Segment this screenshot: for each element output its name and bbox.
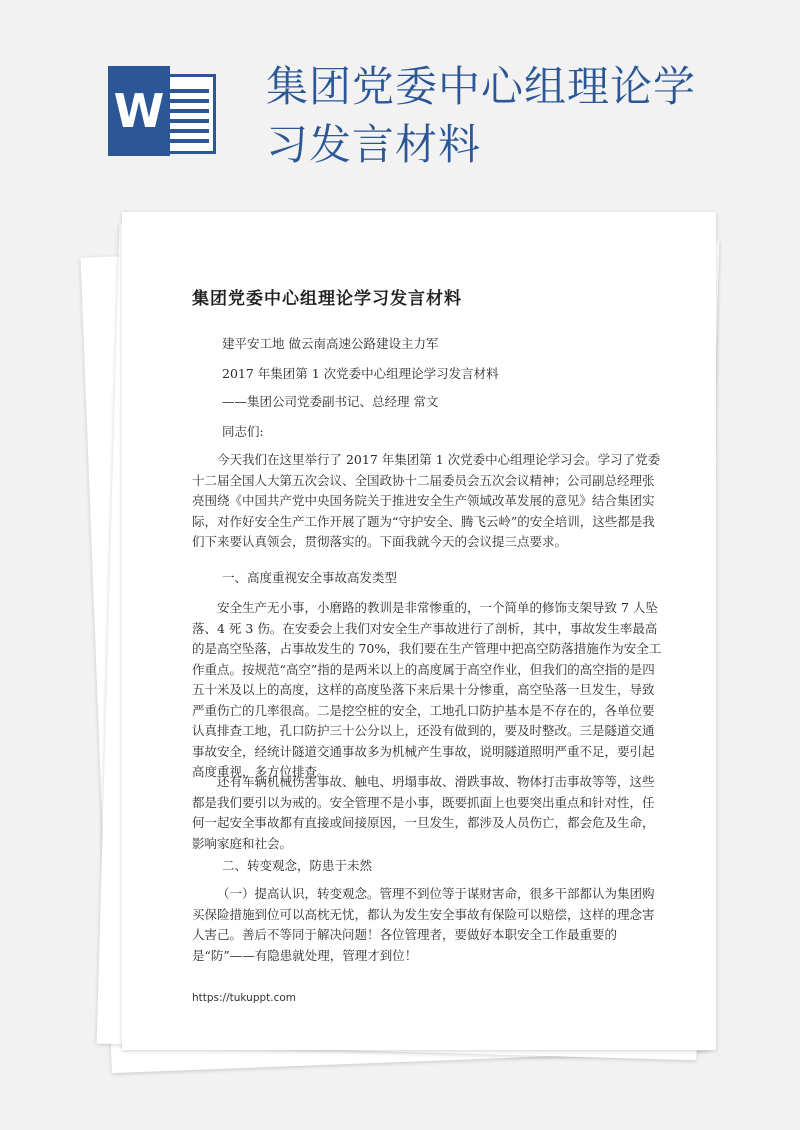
word-document-icon	[108, 66, 220, 156]
header	[0, 0, 800, 200]
document-content	[122, 212, 716, 1050]
section-heading-1: 一、高度重视安全事故高发类型	[222, 570, 398, 585]
subtitle-line: 建平安工地 做云南高速公路建设主力军	[222, 336, 439, 351]
paragraph-section-2: （一）提高认识，转变观念。管理不到位等于谋财害命，很多干部都认为集团购买保险措施到位可以高枕无忧，都认为发生安全事故有保险可以赔偿，这样的理念害人害己。善后不等同于解决问题！各位管理者，要做好本职安全工作最重要的是“防”——有隐患就处理，管理才到位！	[192, 886, 655, 963]
document-page	[122, 212, 716, 1050]
meeting-line: 2017 年集团第 1 次党委中心组理论学习发言材料	[222, 366, 499, 381]
salutation: 同志们:	[222, 424, 264, 439]
paragraph-other-accidents: 还有车辆机械伤害事故、触电、坍塌事故、滑跌事故、物体打击事故等等，这些都是我们要引以为戒的。安全管理不是小事，既要抓面上也要突出重点和针对性，任何一起安全事故都有直接或间接原因，一旦发生，都涉及人员伤亡，都会危及生命，影响家庭和社会。	[192, 774, 655, 851]
document-title: 集团党委中心组理论学习发言材料	[192, 289, 462, 309]
paragraph-section-1: 安全生产无小事，小磨路的教训是非常惨重的，一个简单的修饰支架导致 7 人坠落、4 死 3 伤。在安委会上我们对安全生产事故进行了剖析，其中，事故发生率最高的是高空坠落，占事故发生的 70%，我们要在生产管理中把高空防落措施作为安全工作重点。按规范“高空”指的是两米以上的高度属于高空作业，但我们的高空指的是四五十米及以上的高度，这样的高度坠落下来后果十分惨重，高空坠落一旦发生，导致严重伤亡的几率很高。二是挖空桩的安全，工地孔口防护基本是不存在的，各单位要认真排查工地，孔口防护三十公分以上，还没有做到的，要及时整改。三是隧道交通事故安全，经统计隧道交通事故多为机械产生事故，说明隧道照明严重不足，要引起高度重视，多方位排查。	[192, 600, 662, 779]
header-title: 集团党委中心组理论学习发言材料	[266, 62, 697, 169]
speaker-line: ——集团公司党委副书记、总经理 常文	[222, 394, 439, 409]
section-heading-2: 二、转变观念，防患于未然	[222, 858, 373, 873]
paragraph-intro: 今天我们在这里举行了 2017 年集团第 1 次党委中心组理论学习会。学习了党委十二届全国人大第五次会议、全国政协十二届委员会五次会议精神；公司副总经理张亮围绕《中国共产党中央国务院关于推进安全生产领域改革发展的意见》结合集团实际，对作好安全生产工作开展了题为“守护安全、腾飞云岭”的安全培训，这些都是我们下来要认真领会，贯彻落实的。下面我就今天的会议提三点要求。	[192, 452, 661, 549]
word-letter-icon: W	[108, 66, 170, 156]
source-link[interactable]: https://tukuppt.com	[192, 992, 297, 1004]
